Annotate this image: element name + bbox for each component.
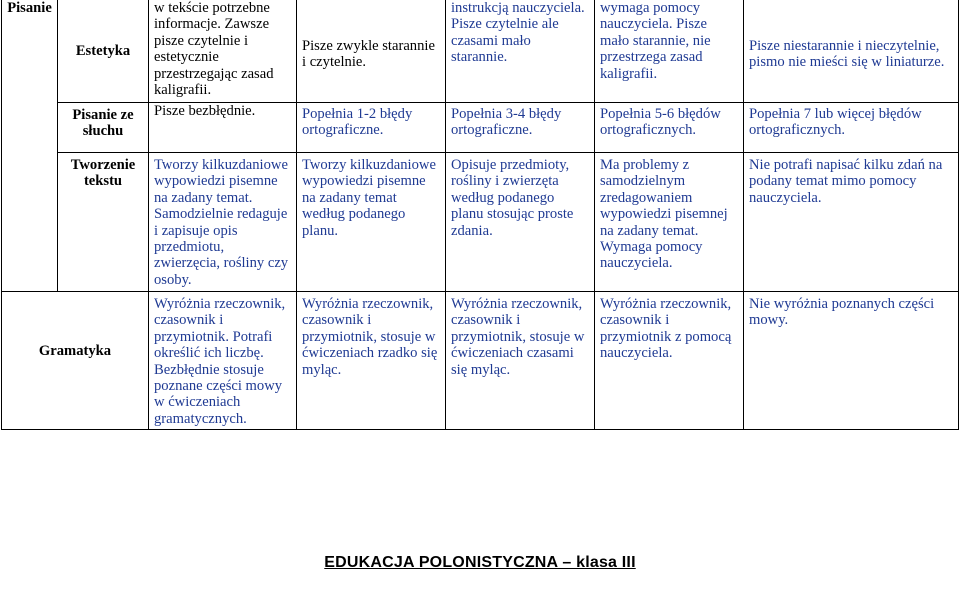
cell-pisanie-ze-sluchu-level-3: Popełnia 3-4 błędy ortograficzne. [446,103,595,153]
row-estetyka [2,0,959,103]
cell-pisanie-ze-sluchu-level-4: Popełnia 5-6 błędów ortograficznych. [595,103,744,153]
cell-gramatyka-level-2: Wyróżnia rzeczownik, czasownik i przymiotnik, stosuje w ćwiczeniach rzadko się myląc. [297,292,446,430]
category-estetyka: Estetyka [58,0,149,103]
cell-pisanie-ze-sluchu-level-5: Popełnia 7 lub więcej błędów ortograficznych. [744,103,959,153]
row-gramatyka [2,292,959,430]
cell-gramatyka-level-1: Wyróżnia rzeczownik, czasownik i przymiotnik. Potrafi określić ich liczbę. Bezbłędnie stosuje poznane części mowy w ćwiczeniach gramatycznych. [149,292,297,430]
cell-estetyka-level-2: Pisze zwykle starannie i czytelnie. [297,0,446,103]
cell-estetyka-level-1: w tekście potrzebne informacje. Zawsze pisze czytelnie i estetycznie przestrzegając zasad kaligrafii. [149,0,297,103]
category-tworzenie-tekstu: Tworzenie tekstu [58,153,149,292]
cell-gramatyka-level-5: Nie wyróżnia poznanych części mowy. [744,292,959,430]
assessment-criteria-table [1,0,959,430]
cell-gramatyka-level-4: Wyróżnia rzeczownik, czasownik i przymiotnik z pomocą nauczyciela. [595,292,744,430]
cell-tworzenie-tekstu-level-3: Opisuje przedmioty, rośliny i zwierzęta według podanego planu stosując proste zdania. [446,153,595,292]
cell-estetyka-level-3: instrukcją nauczyciela. Pisze czytelnie ale czasami mało starannie. [446,0,595,103]
category-pisanie-ze-sluchu: Pisanie ze słuchu [58,103,149,153]
cell-pisanie-ze-sluchu-level-2: Popełnia 1-2 błędy ortograficzne. [297,103,446,153]
section-title: EDUKACJA POLONISTYCZNA – klasa III [324,554,636,571]
cell-tworzenie-tekstu-level-1: Tworzy kilkuzdaniowe wypowiedzi pisemne na zadany temat. Samodzielnie redaguje i zapisuje opis przedmiotu, zwierzęcia, rośliny czy osoby. [149,153,297,292]
cell-pisanie-ze-sluchu-level-1: Pisze bezbłędnie. [149,103,297,153]
cell-estetyka-level-4: wymaga pomocy nauczyciela. Pisze mało starannie, nie przestrzega zasad kaligrafii. [595,0,744,103]
group-gramatyka: Gramatyka [2,292,149,430]
group-pisanie: Pisanie [2,0,58,292]
cell-tworzenie-tekstu-level-2: Tworzy kilkuzdaniowe wypowiedzi pisemne na zadany temat według podanego planu. [297,153,446,292]
cell-estetyka-level-5: Pisze niestarannie i nieczytelnie, pismo nie mieści się w liniaturze. [744,0,959,103]
cell-tworzenie-tekstu-level-4: Ma problemy z samodzielnym zredagowaniem wypowiedzi pisemnej na zadany temat. Wymaga pomocy nauczyciela. [595,153,744,292]
cell-gramatyka-level-3: Wyróżnia rzeczownik, czasownik i przymiotnik, stosuje w ćwiczeniach czasami się myląc. [446,292,595,430]
cell-tworzenie-tekstu-level-5: Nie potrafi napisać kilku zdań na podany temat mimo pomocy nauczyciela. [744,153,959,292]
row-tworzenie-tekstu [2,153,959,292]
row-pisanie-ze-sluchu [2,103,959,153]
